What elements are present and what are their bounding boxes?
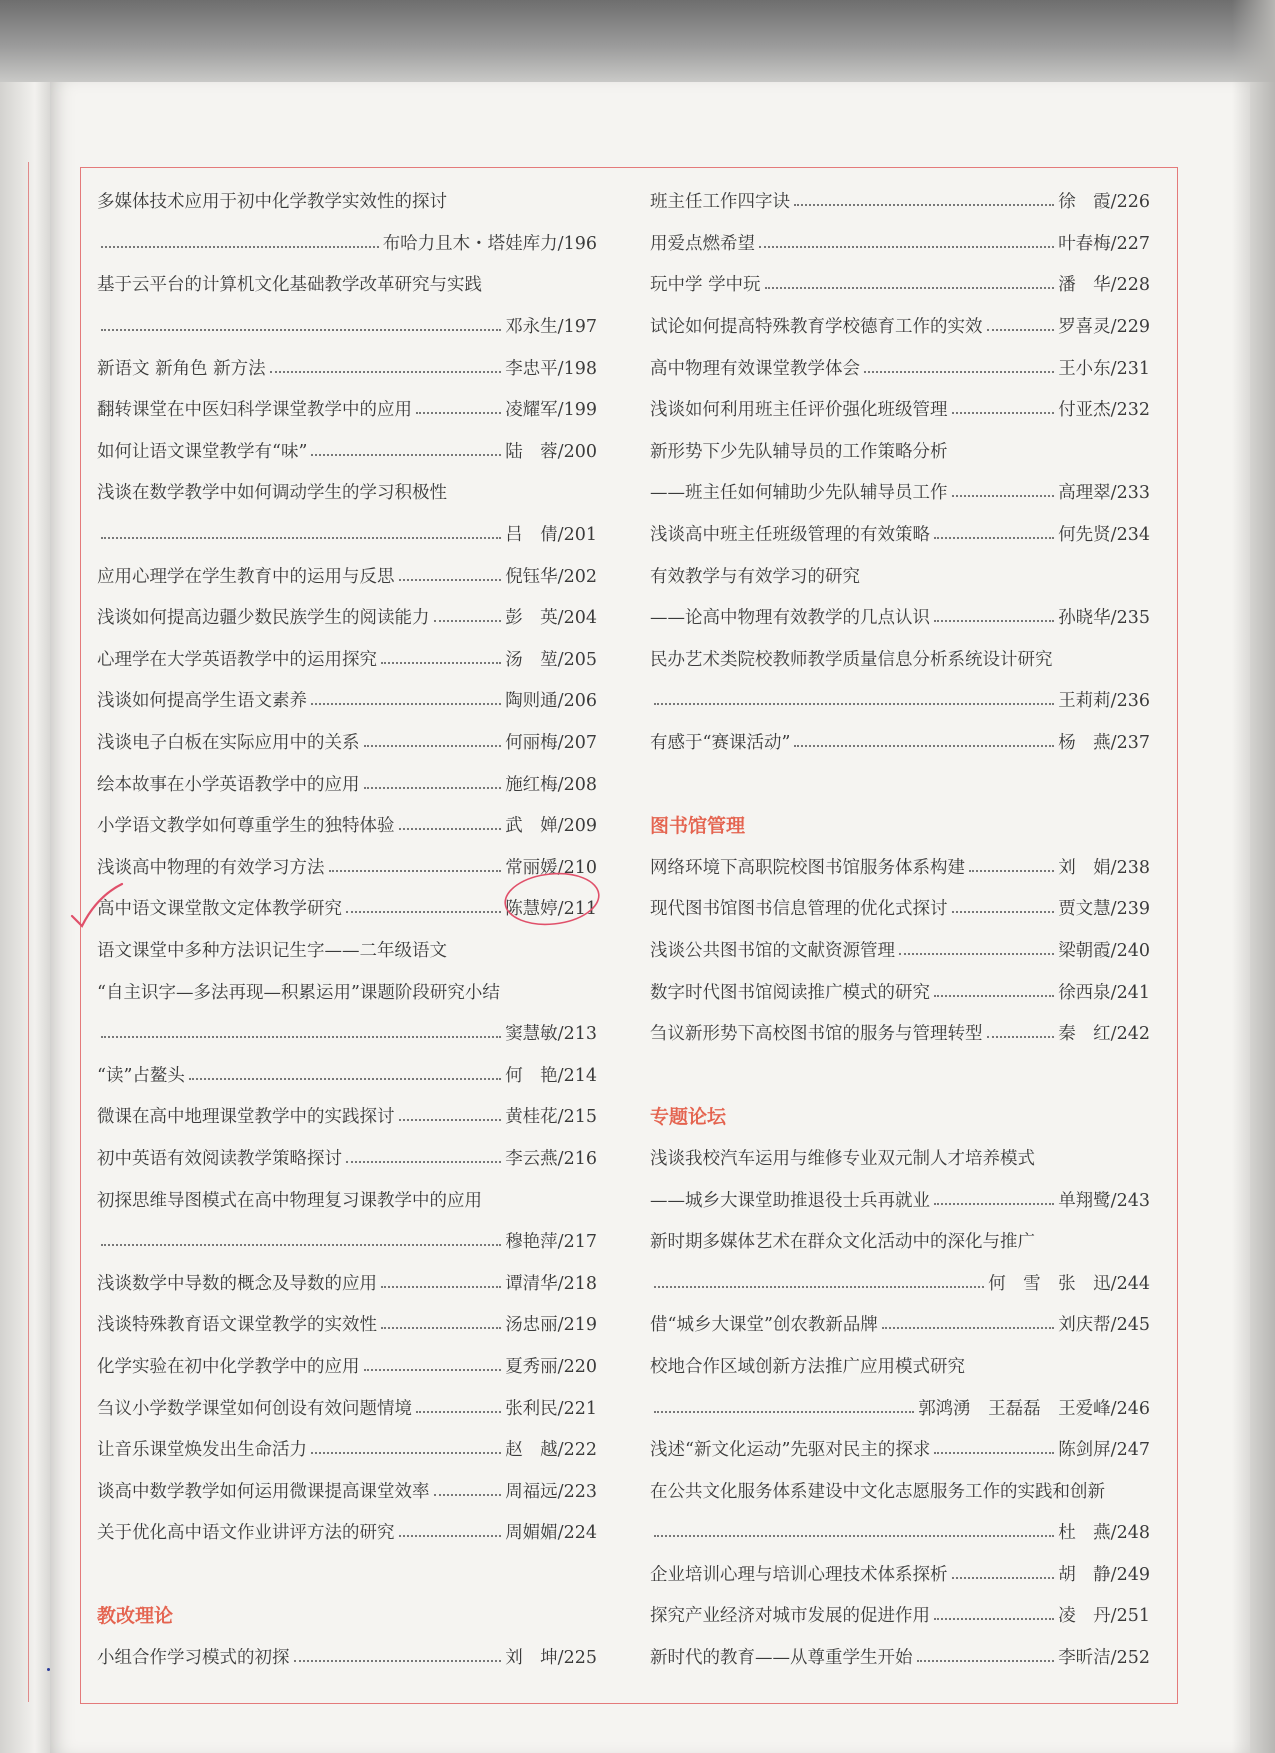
author-page: 李忠平/198 (505, 358, 597, 379)
toc-entry (650, 1469, 1150, 1511)
dot-leader (101, 1035, 501, 1038)
toc-entry (650, 1636, 1150, 1678)
toc-entry (650, 1553, 1150, 1595)
spacer (97, 1553, 597, 1595)
toc-entry (97, 1636, 597, 1678)
toc-entry (650, 1012, 1150, 1054)
toc-entry (650, 471, 1150, 513)
author-page: 单翔鹭/243 (1058, 1190, 1150, 1211)
toc-entry (650, 1511, 1150, 1553)
dot-leader (189, 1077, 501, 1080)
article-title: 新时期多媒体艺术在群众文化活动中的深化与推广 (650, 1232, 1035, 1253)
toc-entry (97, 1012, 597, 1054)
toc-entry (97, 762, 597, 804)
author-page: 梁朝霞/240 (1058, 940, 1150, 961)
dot-leader (101, 328, 501, 331)
toc-entry (650, 388, 1150, 430)
article-title: 绘本故事在小学英语教学中的应用 (97, 774, 360, 795)
toc-entry (97, 430, 597, 472)
dot-leader (364, 744, 502, 747)
article-title: 有效教学与有效学习的研究 (650, 566, 860, 587)
author-page: 汤忠丽/219 (505, 1315, 597, 1336)
dot-leader (294, 1659, 502, 1662)
author-page: 施红梅/208 (505, 774, 597, 795)
toc-entry (650, 846, 1150, 888)
dot-leader (270, 370, 502, 373)
dot-leader (765, 286, 1055, 289)
dot-leader (346, 910, 501, 913)
dot-leader (101, 245, 379, 248)
toc-entry (97, 1178, 597, 1220)
author-page: 秦 红/242 (1058, 1024, 1150, 1045)
toc-entry (97, 1303, 597, 1345)
author-page: 王小东/231 (1058, 358, 1150, 379)
dot-leader (654, 702, 1054, 705)
article-title: 语文课堂中多种方法识记生字——二年级语文 (97, 940, 447, 961)
article-title: 数字时代图书馆阅读推广模式的研究 (650, 982, 930, 1003)
toc-entry (97, 180, 597, 222)
toc-entry (650, 1178, 1150, 1220)
author-page: 郭鸿湧 王磊磊 王爱峰/246 (918, 1398, 1150, 1419)
section-title: 教改理论 (97, 1605, 174, 1628)
author-page: 叶春梅/227 (1058, 233, 1150, 254)
toc-entry (650, 596, 1150, 638)
toc-entry (650, 1345, 1150, 1387)
toc-entry (650, 1303, 1150, 1345)
dot-leader (934, 536, 1054, 539)
dot-leader (399, 1118, 502, 1121)
article-title: 试论如何提高特殊教育学校德育工作的实效 (650, 317, 983, 338)
dot-leader (882, 1326, 1054, 1329)
article-title: 心理学在大学英语教学中的运用探究 (97, 649, 377, 670)
article-title: 浅谈如何提高边疆少数民族学生的阅读能力 (97, 608, 430, 629)
article-title: 化学实验在初中化学教学中的应用 (97, 1356, 360, 1377)
toc-entry (97, 1053, 597, 1095)
toc-entry (97, 346, 597, 388)
spacer (650, 1053, 1150, 1095)
article-title: ——班主任如何辅助少先队辅导员工作 (650, 483, 948, 504)
article-title: 浅谈电子白板在实际应用中的关系 (97, 733, 360, 754)
handwritten-check-mark (68, 880, 128, 940)
author-page: 窦慧敏/213 (505, 1024, 597, 1045)
article-title: 小组合作学习模式的初探 (97, 1648, 290, 1669)
section-heading (650, 804, 1150, 846)
dot-leader (654, 1534, 1054, 1537)
page-curl-shadow (1232, 0, 1275, 1753)
article-title: 浅谈在数学教学中如何调动学生的学习积极性 (97, 483, 447, 504)
author-page: 刘 坤/225 (505, 1648, 597, 1669)
toc-entry (97, 1386, 597, 1428)
author-page: 何丽梅/207 (505, 733, 597, 754)
toc-entry (97, 638, 597, 680)
article-title: 小学语文教学如何尊重学生的独特体验 (97, 816, 395, 837)
toc-entry (650, 263, 1150, 305)
spacer (650, 762, 1150, 804)
toc-entry (650, 1261, 1150, 1303)
article-title: “读”占鳌头 (97, 1065, 185, 1086)
author-page: 潘 华/228 (1058, 275, 1150, 296)
article-title: 探究产业经济对城市发展的促进作用 (650, 1606, 930, 1627)
dot-leader (399, 578, 502, 581)
dot-leader (654, 1285, 984, 1288)
author-page: 杜 燕/248 (1058, 1523, 1150, 1544)
article-title: 基于云平台的计算机文化基础教学改革研究与实践 (97, 275, 482, 296)
toc-entry (97, 721, 597, 763)
toc-entry (650, 929, 1150, 971)
toc-entry (650, 679, 1150, 721)
dot-leader (399, 827, 502, 830)
article-title: 校地合作区域创新方法推广应用模式研究 (650, 1356, 965, 1377)
author-page: 徐西泉/241 (1058, 982, 1150, 1003)
article-title: 新语文 新角色 新方法 (97, 358, 266, 379)
article-title: 新形势下少先队辅导员的工作策略分析 (650, 441, 948, 462)
toc-entry (650, 180, 1150, 222)
article-title: 谈高中数学教学如何运用微课提高课堂效率 (97, 1481, 430, 1502)
article-title: 初探思维导图模式在高中物理复习课教学中的应用 (97, 1190, 482, 1211)
scan-shadow-top (0, 0, 1275, 82)
author-page: 汤 堃/205 (505, 649, 597, 670)
toc-entry (650, 1428, 1150, 1470)
article-title: 在公共文化服务体系建设中文化志愿服务工作的实践和创新 (650, 1481, 1105, 1502)
author-page: 贾文慧/239 (1058, 899, 1150, 920)
author-page: 黄桂花/215 (505, 1107, 597, 1128)
dot-leader (364, 786, 502, 789)
author-page: 吕 倩/201 (505, 525, 597, 546)
author-page: 王莉莉/236 (1058, 691, 1150, 712)
toc-entry (97, 804, 597, 846)
article-title: 借“城乡大课堂”创农教新品牌 (650, 1315, 878, 1336)
toc-entry (97, 596, 597, 638)
author-page: 高理翠/233 (1058, 483, 1150, 504)
section-title: 专题论坛 (650, 1106, 727, 1129)
article-title: 初中英语有效阅读教学策略探讨 (97, 1148, 342, 1169)
toc-entry (97, 263, 597, 305)
dot-leader (794, 744, 1054, 747)
article-title: 刍议新形势下高校图书馆的服务与管理转型 (650, 1024, 983, 1045)
dot-leader (759, 245, 1054, 248)
dot-leader (952, 411, 1055, 414)
dot-leader (917, 1659, 1055, 1662)
dot-leader (794, 203, 1054, 206)
dot-leader (934, 1617, 1054, 1620)
author-page: 凌 丹/251 (1058, 1606, 1150, 1627)
author-page: 彭 英/204 (505, 608, 597, 629)
dot-leader (934, 1451, 1054, 1454)
article-title: 刍议小学数学课堂如何创设有效问题情境 (97, 1398, 412, 1419)
dot-leader (899, 952, 1054, 955)
article-title: 浅谈高中物理的有效学习方法 (97, 857, 325, 878)
article-title: 有感于“赛课活动” (650, 733, 791, 754)
author-page: 谭清华/218 (505, 1273, 597, 1294)
section-title: 图书馆管理 (650, 815, 746, 838)
toc-right-column (650, 180, 1150, 1677)
toc-entry (650, 346, 1150, 388)
article-title: 应用心理学在学生教育中的运用与反思 (97, 566, 395, 587)
author-page: 刘庆帮/245 (1058, 1315, 1150, 1336)
article-title: ——城乡大课堂助推退役士兵再就业 (650, 1190, 930, 1211)
article-title: 浅述“新文化运动”先驱对民主的探求 (650, 1440, 931, 1461)
article-title: ——论高中物理有效教学的几点认识 (650, 608, 930, 629)
article-title: 浅谈特殊教育语文课堂教学的实效性 (97, 1315, 377, 1336)
dot-leader (416, 411, 501, 414)
article-title: 现代图书馆图书信息管理的优化式探讨 (650, 899, 948, 920)
article-title: 高中语文课堂散文定体教学研究 (97, 899, 342, 920)
author-page: 李昕洁/252 (1058, 1648, 1150, 1669)
article-title: 班主任工作四字诀 (650, 192, 790, 213)
author-page: 何 艳/214 (505, 1065, 597, 1086)
toc-entry (97, 1469, 597, 1511)
toc-entry (97, 1095, 597, 1137)
author-page: 徐 霞/226 (1058, 192, 1150, 213)
article-title: 如何让语文课堂教学有“味” (97, 441, 308, 462)
article-title: 翻转课堂在中医妇科学课堂教学中的应用 (97, 400, 412, 421)
dot-leader (381, 1326, 501, 1329)
dot-leader (987, 328, 1055, 331)
toc-entry (97, 554, 597, 596)
ink-dot (47, 1668, 50, 1671)
toc-entry (650, 430, 1150, 472)
author-page: 常丽媛/210 (505, 857, 597, 878)
dot-leader (934, 1202, 1054, 1205)
dot-leader (934, 994, 1054, 997)
dot-leader (381, 661, 501, 664)
dot-leader (416, 1410, 501, 1413)
article-title: 企业培训心理与培训心理技术体系探析 (650, 1564, 948, 1585)
author-page: 陆 蓉/200 (505, 441, 597, 462)
article-title: 新时代的教育——从尊重学生开始 (650, 1648, 913, 1669)
article-title: 让音乐课堂焕发出生命活力 (97, 1440, 307, 1461)
article-title: 浅谈我校汽车运用与维修专业双元制人才培养模式 (650, 1148, 1035, 1169)
dot-leader (311, 453, 501, 456)
dot-leader (952, 910, 1055, 913)
article-title: 浅谈高中班主任班级管理的有效策略 (650, 525, 930, 546)
toc-entry (97, 513, 597, 555)
article-title: 浅谈如何提高学生语文素养 (97, 691, 307, 712)
article-title: 用爱点燃希望 (650, 233, 755, 254)
author-page: 陈慧婷/211 (505, 899, 597, 920)
author-page: 杨 燕/237 (1058, 733, 1150, 754)
article-title: 关于优化高中语文作业讲评方法的研究 (97, 1523, 395, 1544)
toc-entry (650, 721, 1150, 763)
dot-leader (434, 619, 502, 622)
dot-leader (311, 702, 501, 705)
author-page: 陶则通/206 (505, 691, 597, 712)
article-title: 浅谈如何利用班主任评价强化班级管理 (650, 400, 948, 421)
toc-entry (650, 1386, 1150, 1428)
article-title: 微课在高中地理课堂教学中的实践探讨 (97, 1107, 395, 1128)
toc-entry (650, 222, 1150, 264)
dot-leader (101, 536, 501, 539)
dot-leader (934, 619, 1054, 622)
dot-leader (311, 1451, 501, 1454)
toc-entry (97, 1345, 597, 1387)
dot-leader (381, 1285, 501, 1288)
toc-entry (97, 970, 597, 1012)
article-title: 网络环境下高职院校图书馆服务体系构建 (650, 857, 965, 878)
dot-leader (987, 1035, 1055, 1038)
toc-entry (97, 388, 597, 430)
toc-entry (650, 554, 1150, 596)
toc-entry (97, 1511, 597, 1553)
toc-entry (650, 1220, 1150, 1262)
toc-entry (650, 638, 1150, 680)
dot-leader (399, 1534, 502, 1537)
toc-entry (97, 1220, 597, 1262)
toc-entry (97, 1428, 597, 1470)
toc-entry (97, 222, 597, 264)
article-title: 民办艺术类院校教师教学质量信息分析系统设计研究 (650, 649, 1053, 670)
section-heading (97, 1594, 597, 1636)
article-title: “自主识字—多法再现—积累运用”课题阶段研究小结 (97, 982, 500, 1003)
author-page: 陈剑屏/247 (1058, 1440, 1150, 1461)
toc-entry (97, 305, 597, 347)
author-page: 夏秀丽/220 (505, 1356, 597, 1377)
toc-entry (650, 513, 1150, 555)
dot-leader (654, 1410, 914, 1413)
author-page: 何先贤/234 (1058, 525, 1150, 546)
section-heading (650, 1095, 1150, 1137)
author-page: 刘 娟/238 (1058, 857, 1150, 878)
toc-entry (650, 1594, 1150, 1636)
article-title: 浅谈公共图书馆的文献资源管理 (650, 940, 895, 961)
handwritten-circle-mark (500, 867, 610, 931)
dot-leader (952, 1576, 1055, 1579)
author-page: 穆艳萍/217 (505, 1232, 597, 1253)
toc-entry (97, 1137, 597, 1179)
toc-entry (97, 929, 597, 971)
author-page: 何 雪 张 迅/244 (988, 1273, 1150, 1294)
article-title: 浅谈数学中导数的概念及导数的应用 (97, 1273, 377, 1294)
toc-entry (650, 970, 1150, 1012)
author-page: 罗喜灵/229 (1058, 317, 1150, 338)
toc-entry (650, 305, 1150, 347)
author-page: 李云燕/216 (505, 1148, 597, 1169)
article-title: 多媒体技术应用于初中化学教学实效性的探讨 (97, 192, 447, 213)
author-page: 付亚杰/232 (1058, 400, 1150, 421)
toc-entry (97, 471, 597, 513)
dot-leader (101, 1243, 501, 1246)
author-page: 张利民/221 (505, 1398, 597, 1419)
article-title: 玩中学 学中玩 (650, 275, 761, 296)
dot-leader (864, 370, 1054, 373)
dot-leader (952, 494, 1055, 497)
article-title: 高中物理有效课堂教学体会 (650, 358, 860, 379)
toc-entry (97, 679, 597, 721)
dot-leader (346, 1160, 501, 1163)
author-page: 赵 越/222 (505, 1440, 597, 1461)
author-page: 周媚媚/224 (505, 1523, 597, 1544)
dot-leader (329, 869, 502, 872)
dot-leader (364, 1368, 502, 1371)
toc-entry (650, 887, 1150, 929)
facing-page-edge (0, 82, 50, 1753)
dot-leader (969, 869, 1054, 872)
author-page: 武 婵/209 (505, 816, 597, 837)
toc-entry (650, 1137, 1150, 1179)
author-page: 凌耀军/199 (505, 400, 597, 421)
author-page: 胡 静/249 (1058, 1564, 1150, 1585)
dot-leader (434, 1493, 502, 1496)
author-page: 邓永生/197 (505, 317, 597, 338)
author-page: 布哈力且木・塔娃库力/196 (382, 233, 597, 254)
author-page: 倪钰华/202 (505, 566, 597, 587)
toc-entry (97, 1261, 597, 1303)
author-page: 孙晓华/235 (1058, 608, 1150, 629)
author-page: 周福远/223 (505, 1481, 597, 1502)
